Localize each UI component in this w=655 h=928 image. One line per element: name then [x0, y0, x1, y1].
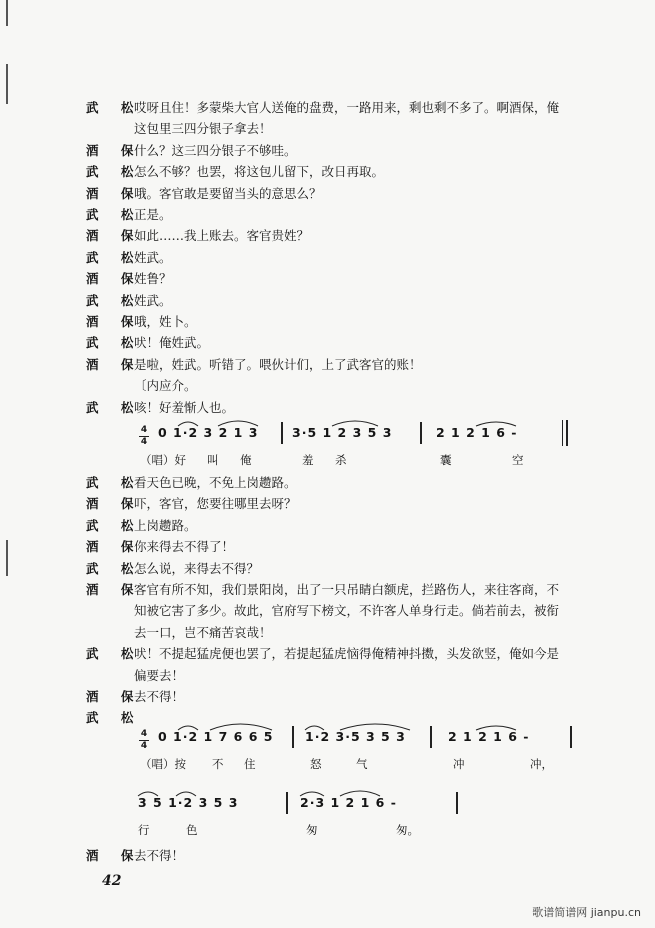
dialogue-line [0, 204, 655, 226]
dialogue-line [0, 97, 655, 119]
speaker-name: 武 松 [86, 164, 143, 180]
speaker-name: 武 松 [86, 100, 143, 115]
lyric: 杀 [335, 453, 347, 467]
lyric: 行 [138, 823, 150, 837]
music-score-3 [0, 788, 655, 844]
dialogue-line [0, 579, 655, 601]
dialogue-text: 是啦，姓武。听错了。喂伙计们，上了武客官的账！ [134, 356, 422, 372]
dialogue-text: 你来得去不得了！ [134, 539, 235, 555]
dialogue-text: 咳！好羞惭人也。 [134, 399, 235, 415]
score-measure: 2·3 1 2 1 6 - [300, 795, 397, 810]
lyric: 羞 [302, 453, 314, 467]
dialogue-line [0, 515, 655, 537]
lyric: 住 [244, 757, 256, 771]
speaker-name: 酒 保 [86, 356, 143, 372]
dialogue-line [0, 493, 655, 515]
speaker-name: 武 松 [86, 399, 143, 415]
dialogue-text: 去一口，岂不痛苦哀哉！ [134, 624, 272, 640]
score-measure: 3 5 1·2 3 5 3 [138, 795, 239, 810]
lyric: （唱）好 [140, 453, 186, 467]
dialogue-line [0, 643, 655, 665]
speaker-name: 武 松 [86, 646, 143, 662]
dialogue-text: 看天色已晚，不免上岗趱路。 [134, 475, 297, 490]
dialogue-line [0, 536, 655, 558]
speaker-name: 酒 保 [86, 689, 143, 704]
speaker-name: 酒 保 [86, 228, 143, 244]
dialogue-text: 姓鲁？ [134, 271, 172, 287]
page-edge-mark [6, 0, 8, 26]
dialogue-text: 正是。 [134, 207, 172, 222]
score-measure: 2 1 2 1 6 - [436, 425, 518, 440]
lyric: 匆。 [396, 823, 419, 837]
score-measure: 2 1 2 1 6 - [448, 729, 530, 744]
speaker-name: 武 松 [86, 335, 143, 351]
dialogue-line [0, 845, 655, 867]
slur-arcs [0, 718, 655, 738]
lyric: 空 [512, 453, 524, 467]
dialogue-line [0, 686, 655, 708]
dialogue-line [0, 472, 655, 494]
lyric: 气 [356, 757, 368, 771]
dialogue-text: 怎么说，来得去不得？ [134, 560, 260, 576]
speaker-name: 武 松 [86, 517, 143, 533]
dialogue-text: 什么？这三四分银子不够哇。 [134, 142, 297, 158]
score-measure: 0 1·2 1 7 6 6 5 [158, 729, 274, 744]
dialogue-text: 上岗趱路。 [134, 517, 197, 533]
music-score-2 [0, 722, 655, 778]
music-score-1 [0, 418, 655, 474]
dialogue-line [0, 290, 655, 312]
lyric: 不 [212, 757, 224, 771]
speaker-name: 酒 保 [86, 848, 143, 863]
dialogue-line [0, 375, 655, 397]
lyric: （唱）按 [140, 757, 186, 771]
dialogue-line [0, 225, 655, 247]
dialogue-line [0, 161, 655, 183]
dialogue-text: 如此……我上账去。客官贵姓？ [134, 228, 310, 244]
dialogue-line [0, 332, 655, 354]
dialogue-text: 知被它害了多少。故此，官府写下榜文，不许客人单身行走。倘若前去，被衔 [134, 603, 560, 619]
speaker-name: 武 松 [86, 249, 143, 265]
dialogue-line [0, 118, 655, 140]
dialogue-text: 吓，客官，您要往哪里去呀？ [134, 496, 297, 512]
dialogue-text: 去不得！ [134, 689, 185, 704]
dialogue-text: 去不得！ [134, 848, 185, 863]
dialogue-text: 吠！俺姓武。 [134, 335, 210, 351]
dialogue-text: 怎么不够？也罢，将这包儿留下，改日再取。 [134, 164, 385, 180]
lyric: 色 [186, 823, 198, 837]
dialogue-text: 哦。客官敢是要留当头的意思么？ [134, 185, 322, 201]
dialogue-text: 〔内应介。 [134, 378, 197, 394]
dialogue-text: 偏要去！ [134, 667, 185, 683]
dialogue-text: 这包里三四分银子拿去！ [134, 121, 272, 137]
speaker-name: 武 松 [86, 207, 143, 222]
speaker-name: 武 松 [86, 475, 143, 490]
lyric: 怒 [310, 757, 322, 771]
dialogue-line [0, 311, 655, 333]
dialogue-line [0, 183, 655, 205]
speaker-name: 酒 保 [86, 185, 143, 201]
dialogue-line [0, 247, 655, 269]
speaker-name: 酒 保 [86, 314, 143, 329]
lyric: 匆 [306, 823, 318, 837]
dialogue-line [0, 558, 655, 580]
dialogue-line [0, 140, 655, 162]
speaker-name: 武 松 [86, 710, 143, 726]
page-number: 42 [102, 873, 122, 889]
speaker-name: 武 松 [86, 292, 143, 308]
slur-arcs [0, 784, 655, 804]
score-measure: 1·2 3·5 3 5 3 [305, 729, 406, 744]
dialogue-line [0, 268, 655, 290]
dialogue-line [0, 622, 655, 644]
dialogue-text: 哦，姓卜。 [134, 314, 197, 329]
score-measure: 3·5 1 2 3 5 3 [292, 425, 393, 440]
time-signature: 4 4 [140, 729, 148, 751]
lyric: 叫 [207, 453, 219, 467]
score-measure: 0 1·2 3 2 1 3 [158, 425, 259, 440]
dialogue-text: 姓武。 [134, 292, 172, 308]
dialogue-text: 吠！不提起猛虎便也罢了，若提起猛虎恼得俺精神抖擞，头发欲竖，俺如今是 [134, 646, 560, 662]
lyric: 俺 [240, 453, 252, 467]
speaker-name: 酒 保 [86, 496, 143, 512]
speaker-name: 酒 保 [86, 271, 143, 287]
dialogue-line [0, 665, 655, 687]
dialogue-line [0, 354, 655, 376]
speaker-name: 酒 保 [86, 582, 143, 597]
slur-arcs [0, 414, 655, 434]
speaker-name: 酒 保 [86, 539, 143, 555]
dialogue-text: 姓武。 [134, 249, 172, 265]
lyric: 冲， [530, 757, 553, 771]
lyric: 冲 [453, 757, 465, 771]
site-watermark: 歌谱简谱网 jianpu.cn [532, 906, 641, 919]
speaker-name: 酒 保 [86, 142, 143, 158]
lyric: 囊 [440, 453, 452, 467]
speaker-name: 武 松 [86, 560, 143, 576]
dialogue-text: 哎呀且住！多蒙柴大官人送俺的盘费，一路用来，剩也剩不多了。啊酒保，俺 [134, 100, 560, 115]
time-signature: 4 4 [140, 425, 148, 447]
dialogue-line [0, 600, 655, 622]
dialogue-text: 客官有所不知，我们景阳岗，出了一只吊睛白额虎，拦路伤人，来往客商，不 [134, 582, 560, 597]
